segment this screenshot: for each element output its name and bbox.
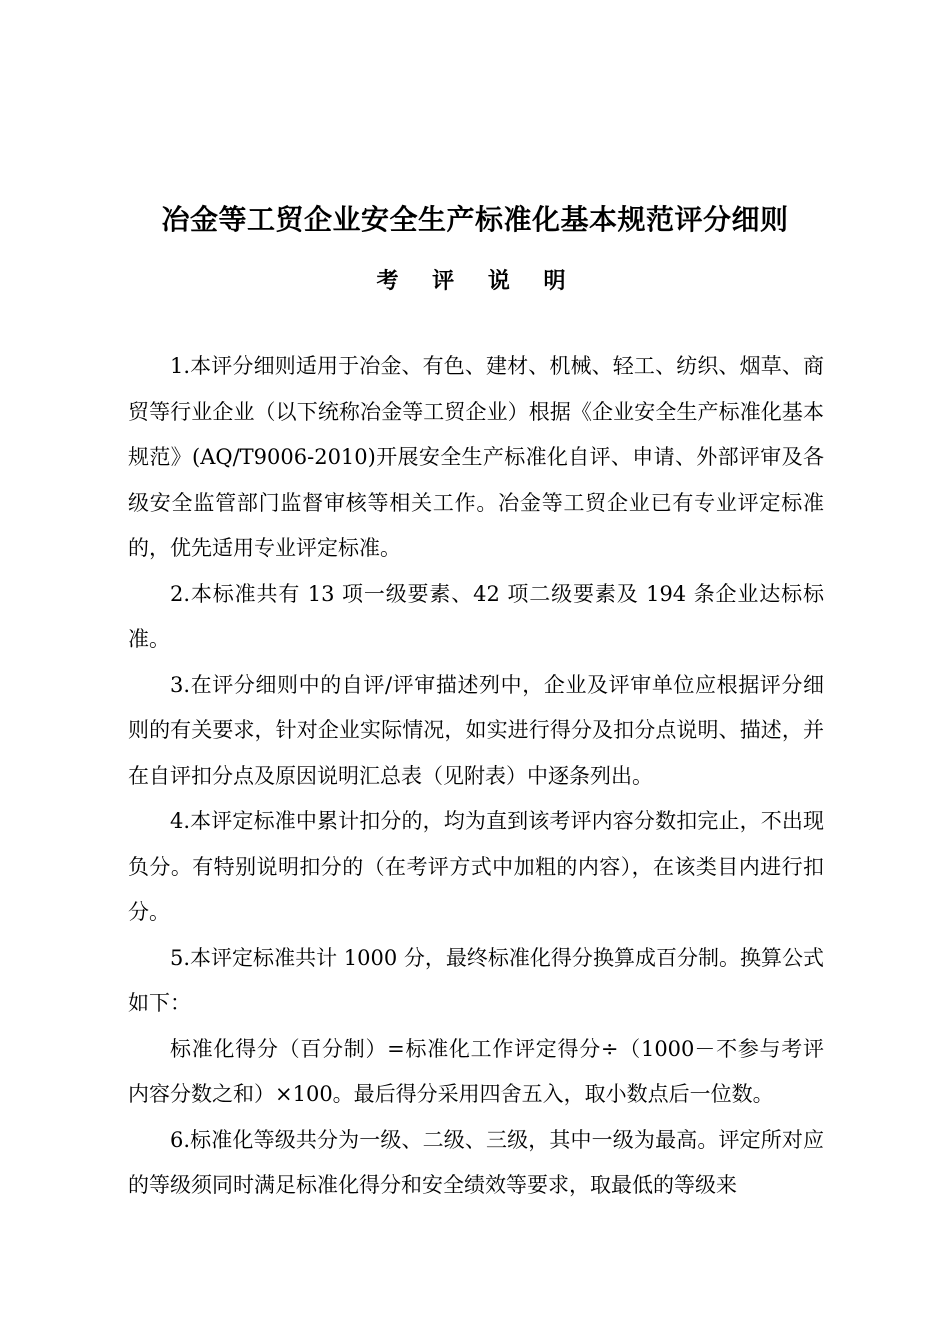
paragraph-6: 6.标准化等级共分为一级、二级、三级，其中一级为最高。评定所对应的等级须同时满足标准化得分和安全绩效等要求，取最低的等级来 bbox=[128, 1127, 824, 1197]
paragraph-5: 5.本评定标准共计 1000 分，最终标准化得分换算成百分制。换算公式如下： bbox=[128, 945, 824, 1015]
formula-paragraph: 标准化得分（百分制）=标准化工作评定得分÷（1000－不参与考评内容分数之和）×100。最后得分采用四舍五入，取小数点后一位数。 bbox=[128, 1036, 824, 1106]
section-heading: 考 评 说 明 bbox=[376, 268, 574, 294]
document-body bbox=[128, 344, 824, 1209]
paragraph-3: 3.在评分细则中的自评/评审描述列中，企业及评审单位应根据评分细则的有关要求，针对企业实际情况，如实进行得分及扣分点说明、描述，并在自评扣分点及原因说明汇总表（见附表）中逐条列出。 bbox=[128, 672, 824, 788]
paragraph-1: 1.本评分细则适用于冶金、有色、建材、机械、轻工、纺织、烟草、商贸等行业企业（以下统称冶金等工贸企业）根据《企业安全生产标准化基本规范》(AQ/T9006-2010)开展安全生产标准化自评、申请、外部评审及各级安全监管部门监督审核等相关工作。冶金等工贸企业已有专业评定标准的，优先适用专业评定标准。 bbox=[128, 354, 824, 560]
paragraph-4: 4.本评定标准中累计扣分的，均为直到该考评内容分数扣完止，不出现负分。有特别说明扣分的（在考评方式中加粗的内容），在该类目内进行扣分。 bbox=[128, 809, 824, 924]
document-title: 冶金等工贸企业安全生产标准化基本规范评分细则 bbox=[161, 203, 789, 236]
paragraph-2: 2.本标准共有 13 项一级要素、42 项二级要素及 194 条企业达标标准。 bbox=[128, 581, 824, 651]
